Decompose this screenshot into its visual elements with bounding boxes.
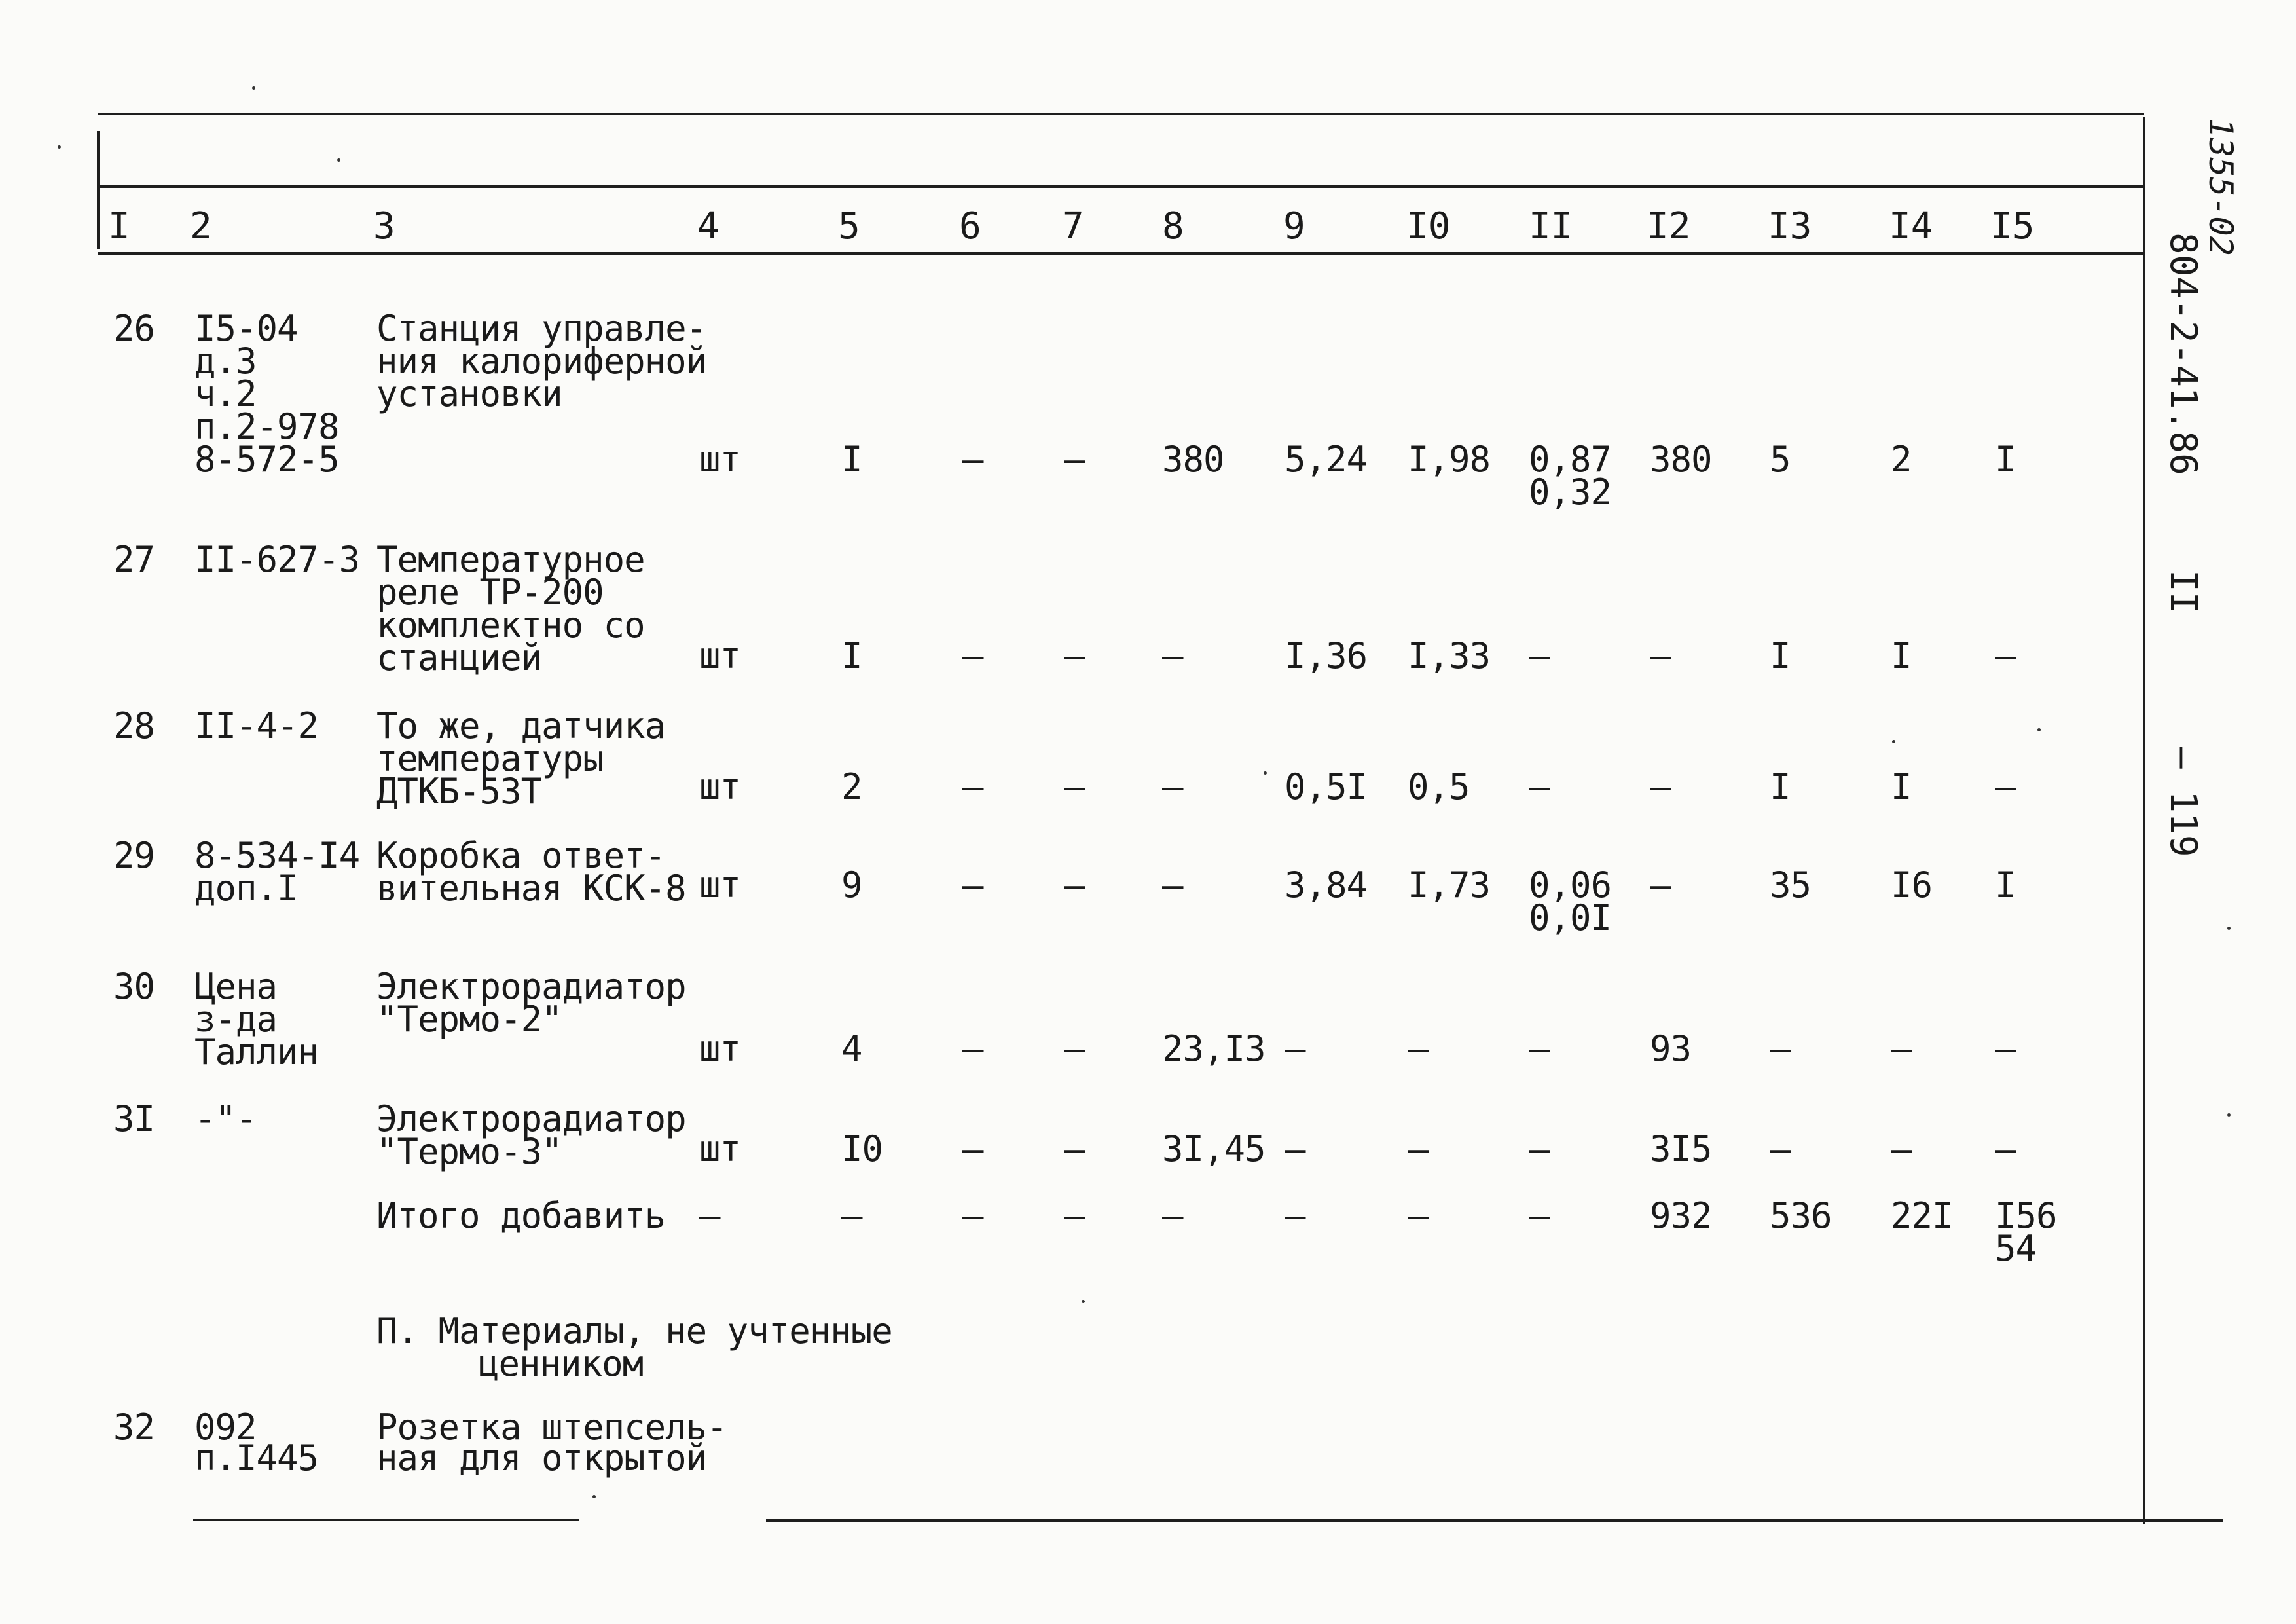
- row-26-col-14-cell: 2: [1891, 439, 1912, 480]
- column-header-5: 5: [838, 205, 860, 248]
- row-31-col-14-cell: –: [1891, 1128, 1912, 1170]
- column-header-6: 6: [959, 205, 981, 248]
- row-31-col-13-cell: –: [1770, 1128, 1791, 1170]
- row-30-number: 30: [113, 966, 155, 1007]
- row-28-col-8-cell: –: [1162, 766, 1183, 807]
- row-30-name-line: "Термо-2": [376, 999, 562, 1040]
- column-header-9: 9: [1283, 205, 1305, 248]
- row-30-col-7-cell: –: [1064, 1028, 1085, 1069]
- row-30-col-10-cell: –: [1408, 1028, 1429, 1069]
- row-31-col-8-cell: 3I,45: [1162, 1128, 1266, 1170]
- row-total-col-14-cell: 22I: [1891, 1195, 1953, 1236]
- row-27-number: 27: [113, 539, 155, 580]
- row-29-col-15-cell: I: [1995, 864, 2016, 906]
- column-header-12: I2: [1647, 205, 1691, 248]
- side-stamp-code: 804-2-41.86: [2162, 232, 2204, 475]
- row-31-name-line: Электрорадиатор: [376, 1098, 686, 1139]
- row-29-col-11-cell: 0,0I: [1529, 897, 1612, 938]
- row-26-code-line: п.2-978: [194, 406, 339, 447]
- row-total-name-line: Итого добавить: [376, 1195, 666, 1236]
- scan-speck: [2227, 927, 2231, 930]
- row-31-unit-cell: шт: [699, 1128, 741, 1170]
- row-30-code-line: Цена: [194, 966, 278, 1007]
- column-header-13: I3: [1768, 205, 1812, 248]
- row-26-name-line: ния калориферной: [376, 341, 707, 382]
- row-29-code-line: 8-534-I4: [194, 835, 360, 876]
- row-32-code-line-1: 092: [194, 1407, 257, 1448]
- row-26-number: 26: [113, 308, 155, 349]
- row-30-col-14-cell: –: [1891, 1028, 1912, 1069]
- column-header-15: I5: [1990, 205, 2035, 248]
- row-27-quantity-cell: I: [841, 635, 862, 676]
- row-29-col-11-cell: 0,06: [1529, 864, 1612, 906]
- column-header-4: 4: [697, 205, 720, 248]
- side-stamp-page: — 119: [2162, 747, 2204, 857]
- row-31-col-11-cell: –: [1529, 1128, 1550, 1170]
- row-27-col-6-cell: –: [962, 635, 983, 676]
- bottom-border-left: [193, 1519, 579, 1521]
- row-31-quantity-cell: I0: [841, 1128, 883, 1170]
- scan-speck: [252, 86, 255, 90]
- scan-speck: [2227, 1113, 2231, 1116]
- row-total-unit-cell: –: [699, 1195, 720, 1236]
- row-26-col-6-cell: –: [962, 439, 983, 480]
- row-30-col-9-cell: –: [1285, 1028, 1305, 1069]
- column-header-14: I4: [1889, 205, 1933, 248]
- row-27-col-11-cell: –: [1529, 635, 1550, 676]
- row-29-col-7-cell: –: [1064, 864, 1085, 906]
- row-26-code-line: ч.2: [194, 373, 257, 415]
- row-27-col-14-cell: I: [1891, 635, 1912, 676]
- side-stamp-mark: 1355-02: [2202, 118, 2240, 256]
- top-border: [98, 113, 2144, 115]
- row-total-col-9-cell: –: [1285, 1195, 1305, 1236]
- row-32-number: 32: [113, 1407, 155, 1448]
- row-27-name-line: комплектно со: [376, 604, 645, 646]
- row-27-name-line: станцией: [376, 637, 542, 678]
- row-28-col-10-cell: 0,5: [1408, 766, 1470, 807]
- row-26-quantity-cell: I: [841, 439, 862, 480]
- row-27-name-line: реле ТР-200: [376, 572, 604, 613]
- header-top-rule: [98, 185, 2144, 188]
- row-28-code-line: II-4-2: [194, 705, 319, 747]
- row-28-name-line: То же, датчика: [376, 705, 666, 747]
- row-total-col-10-cell: –: [1408, 1195, 1429, 1236]
- side-stamp-roman: II: [2162, 570, 2204, 614]
- row-26-code-line: I5-04: [194, 308, 298, 349]
- row-30-col-13-cell: –: [1770, 1028, 1791, 1069]
- row-27-col-12-cell: –: [1650, 635, 1671, 676]
- row-28-col-13-cell: I: [1770, 766, 1791, 807]
- scan-speck: [58, 145, 61, 149]
- column-header-7: 7: [1062, 205, 1084, 248]
- row-28-col-15-cell: –: [1995, 766, 2016, 807]
- right-frame-line: [2143, 117, 2145, 1524]
- row-29-col-10-cell: I,73: [1408, 864, 1491, 906]
- row-27-col-8-cell: –: [1162, 635, 1183, 676]
- scan-speck: [1082, 1300, 1085, 1303]
- row-27-col-7-cell: –: [1064, 635, 1085, 676]
- row-28-col-11-cell: –: [1529, 766, 1550, 807]
- row-26-unit-cell: шт: [699, 439, 741, 480]
- row-total-col-6-cell: –: [962, 1195, 983, 1236]
- row-total-col-11-cell: –: [1529, 1195, 1550, 1236]
- row-30-name-line: Электрорадиатор: [376, 966, 686, 1007]
- row-30-col-11-cell: –: [1529, 1028, 1550, 1069]
- row-31-col-10-cell: –: [1408, 1128, 1429, 1170]
- row-30-col-15-cell: –: [1995, 1028, 2016, 1069]
- row-31-number: 3I: [113, 1098, 155, 1139]
- row-total-col-7-cell: –: [1064, 1195, 1085, 1236]
- row-32-name-line-2: ная для открытой: [376, 1437, 707, 1479]
- row-28-name-line: температуры: [376, 738, 604, 779]
- row-total-quantity-cell: –: [841, 1195, 862, 1236]
- row-26-name-line: установки: [376, 373, 562, 415]
- row-27-code-line: II-627-3: [194, 539, 360, 580]
- row-26-col-15-cell: I: [1995, 439, 2016, 480]
- row-31-col-7-cell: –: [1064, 1128, 1085, 1170]
- row-28-col-7-cell: –: [1064, 766, 1085, 807]
- row-26-col-12-cell: 380: [1650, 439, 1712, 480]
- row-27-unit-cell: шт: [699, 635, 741, 676]
- row-26-col-11-cell: 0,87: [1529, 439, 1612, 480]
- row-26-name-line: Станция управле-: [376, 308, 707, 349]
- column-header-2: 2: [190, 205, 212, 248]
- row-29-col-8-cell: –: [1162, 864, 1183, 906]
- row-31-code-line: -"-: [194, 1098, 257, 1139]
- row-28-unit-cell: шт: [699, 766, 741, 807]
- row-26-col-9-cell: 5,24: [1285, 439, 1368, 480]
- row-29-number: 29: [113, 835, 155, 876]
- row-26-col-10-cell: I,98: [1408, 439, 1491, 480]
- row-28-col-14-cell: I: [1891, 766, 1912, 807]
- row-27-col-10-cell: I,33: [1408, 635, 1491, 676]
- row-27-col-13-cell: I: [1770, 635, 1791, 676]
- section-title-line-1: П. Материалы, не учтенные: [376, 1310, 892, 1352]
- row-30-unit-cell: шт: [699, 1028, 741, 1069]
- row-28-col-12-cell: –: [1650, 766, 1671, 807]
- bottom-border-right: [766, 1519, 2223, 1522]
- row-total-col-15-cell: I56: [1995, 1195, 2057, 1236]
- row-29-quantity-cell: 9: [841, 864, 862, 906]
- column-header-10: I0: [1406, 205, 1451, 248]
- row-26-code-line: д.3: [194, 341, 257, 382]
- row-32-name-line-1: Розетка штепсель-: [376, 1407, 727, 1448]
- row-29-code-line: доп.I: [194, 868, 298, 909]
- row-26-col-8-cell: 380: [1162, 439, 1224, 480]
- row-31-col-15-cell: –: [1995, 1128, 2016, 1170]
- column-header-8: 8: [1162, 205, 1184, 248]
- row-28-col-6-cell: –: [962, 766, 983, 807]
- row-27-col-9-cell: I,36: [1285, 635, 1368, 676]
- row-total-col-13-cell: 536: [1770, 1195, 1832, 1236]
- column-header-1: I: [108, 205, 130, 248]
- row-30-col-8-cell: 23,I3: [1162, 1028, 1266, 1069]
- row-total-col-12-cell: 932: [1650, 1195, 1712, 1236]
- row-28-col-9-cell: 0,5I: [1285, 766, 1368, 807]
- row-total-col-15-cell: 54: [1995, 1228, 2037, 1269]
- row-27-name-line: Температурное: [376, 539, 645, 580]
- row-26-col-7-cell: –: [1064, 439, 1085, 480]
- scan-speck: [592, 1495, 596, 1498]
- row-29-col-6-cell: –: [962, 864, 983, 906]
- row-30-col-12-cell: 93: [1650, 1028, 1692, 1069]
- scan-speck: [1892, 740, 1895, 743]
- row-30-col-6-cell: –: [962, 1028, 983, 1069]
- scan-speck: [2037, 728, 2041, 731]
- row-29-col-12-cell: –: [1650, 864, 1671, 906]
- row-26-col-11-cell: 0,32: [1529, 471, 1612, 513]
- row-total-col-8-cell: –: [1162, 1195, 1183, 1236]
- row-28-name-line: ДТКБ-53Т: [376, 771, 542, 812]
- row-30-code-line: з-да: [194, 999, 278, 1040]
- row-26-col-13-cell: 5: [1770, 439, 1791, 480]
- row-27-col-15-cell: –: [1995, 635, 2016, 676]
- row-31-col-9-cell: –: [1285, 1128, 1305, 1170]
- scan-speck: [337, 158, 340, 162]
- header-bottom-rule: [98, 252, 2144, 255]
- row-29-col-14-cell: I6: [1891, 864, 1933, 906]
- row-31-col-6-cell: –: [962, 1128, 983, 1170]
- left-border: [97, 131, 100, 249]
- row-29-name-line: Коробка ответ-: [376, 835, 666, 876]
- row-30-code-line: Таллин: [194, 1031, 319, 1073]
- row-29-col-13-cell: 35: [1770, 864, 1812, 906]
- section-title-line-2: ценником: [478, 1343, 644, 1384]
- scan-speck: [1264, 771, 1267, 775]
- row-28-number: 28: [113, 705, 155, 747]
- row-31-col-12-cell: 3I5: [1650, 1128, 1712, 1170]
- row-28-quantity-cell: 2: [841, 766, 862, 807]
- row-29-unit-cell: шт: [699, 864, 741, 906]
- row-26-code-line: 8-572-5: [194, 439, 339, 480]
- column-header-11: II: [1529, 205, 1573, 248]
- row-32-code-line-2: п.I445: [194, 1437, 319, 1479]
- row-29-name-line: вительная КСК-8: [376, 868, 686, 909]
- row-29-col-9-cell: 3,84: [1285, 864, 1368, 906]
- row-31-name-line: "Термо-3": [376, 1131, 562, 1172]
- row-30-quantity-cell: 4: [841, 1028, 862, 1069]
- column-header-3: 3: [373, 205, 395, 248]
